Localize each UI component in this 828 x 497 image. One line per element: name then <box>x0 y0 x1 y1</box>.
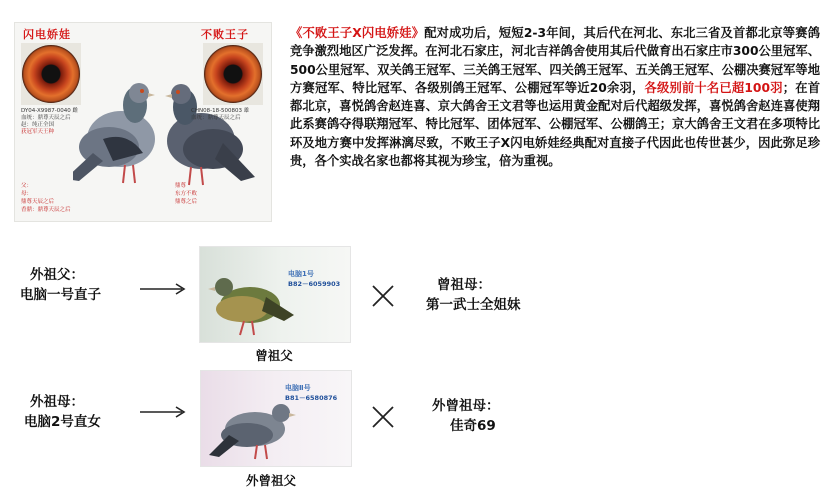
description-paragraph <box>290 24 820 170</box>
great-grandfather-photo-ring: B82－6059903 <box>288 280 341 288</box>
arrow-right-icon <box>138 405 188 419</box>
grandmother-label: 外祖母： <box>30 394 84 410</box>
left-info-2: 血统：鼎尊天辰之后 <box>21 115 71 121</box>
cross-icon <box>370 404 396 430</box>
cross-icon <box>370 283 396 309</box>
great-grandmother-label: 曾祖母： <box>437 277 491 293</box>
left-info-3: 赵：纯正全国 <box>21 122 55 128</box>
grandfather-name: 电脑一号直子 <box>20 287 101 303</box>
outer-great-grandfather-photo-ring: B81－6580876 <box>285 394 338 402</box>
outer-great-grandfather-photo <box>200 370 352 467</box>
pigeon-pair-illustration <box>73 61 263 201</box>
left-bottom-1: 父： <box>21 183 33 189</box>
arrow-right-icon <box>138 282 188 296</box>
left-bottom-2: 母： <box>21 191 33 197</box>
great-grandfather-photo-name: 电脑1号 <box>288 270 314 278</box>
paragraph-highlight: 各级别前十名已超100羽 <box>644 80 783 95</box>
right-info-2: 血统：鼎尊天辰之后 <box>191 115 241 121</box>
grandmother-name: 电脑2号直女 <box>24 414 101 430</box>
pair-title: 《不败王子X闪电娇娃》 <box>290 26 425 40</box>
left-info-1: DY04-X9987-0040 雌 <box>21 108 78 114</box>
paragraph-part-2: ；在首都北京，喜悦鸽舍赵连喜、京大鸽舍王文君等也运用黄金配对后代超级发挥，喜悦鸽舍赵连喜使翔此系赛鸽夺得联翔冠军、特比冠军、团体冠军、公棚冠军、公棚鸽王；京大鸽舍王文君在多项特比环及地方赛中发挥淋漓尽致，不败王子X闪电娇娃经典配对直接子代因此也传世甚少，因此弥足珍贵，各个实战名家也都将其视为珍宝，倍为重视。 <box>290 80 820 169</box>
pigeon-pair-card <box>14 22 272 222</box>
great-grandfather-caption: 曾祖父 <box>255 348 293 363</box>
right-info-1: CHN08-18-500803 雄 <box>191 108 250 114</box>
outer-great-grandmother-label: 外曾祖母： <box>432 398 500 414</box>
paragraph-part-1: 配对成功后，短短2-3年间，其后代在河北、东北三省及首都北京等赛鸽竞争激烈地区广泛发挥。在河北石家庄，河北吉祥鸽舍使用其后代做育出石家庄市300公里冠军、500公里冠军、双关鸽王冠军、三关鸽王冠军、四关鸽王冠军、五关鸽王冠军、公棚决赛冠军等地方赛冠军、特比冠军、各级别鸽王冠军、公棚冠军等近20余羽， <box>290 26 821 95</box>
left-bottom-3: 鼎尊天辰之后 <box>21 199 55 205</box>
outer-great-grandfather-photo-name: 电脑Ⅱ号 <box>285 384 311 392</box>
left-eye-photo <box>21 43 81 105</box>
outer-great-grandfather-caption: 外曾祖父 <box>245 473 296 488</box>
left-info-4: 获冠军天王种 <box>21 129 55 135</box>
great-grandmother-name: 第一武士全姐妹 <box>426 297 521 313</box>
grandfather-label: 外祖父： <box>30 267 84 283</box>
right-bottom-3: 鼎尊之后 <box>175 199 198 205</box>
outer-great-grandmother-name: 佳奇69 <box>450 418 496 434</box>
left-pigeon-name: 闪电娇娃 <box>23 28 71 41</box>
right-bottom-2: 东方不败 <box>175 191 198 197</box>
right-bottom-1: 鼎尊 <box>175 183 187 189</box>
left-bottom-4: 香鼎：鼎尊天辰之后 <box>21 207 71 213</box>
right-pigeon-name: 不败王子 <box>201 28 249 41</box>
great-grandfather-photo <box>199 246 351 343</box>
